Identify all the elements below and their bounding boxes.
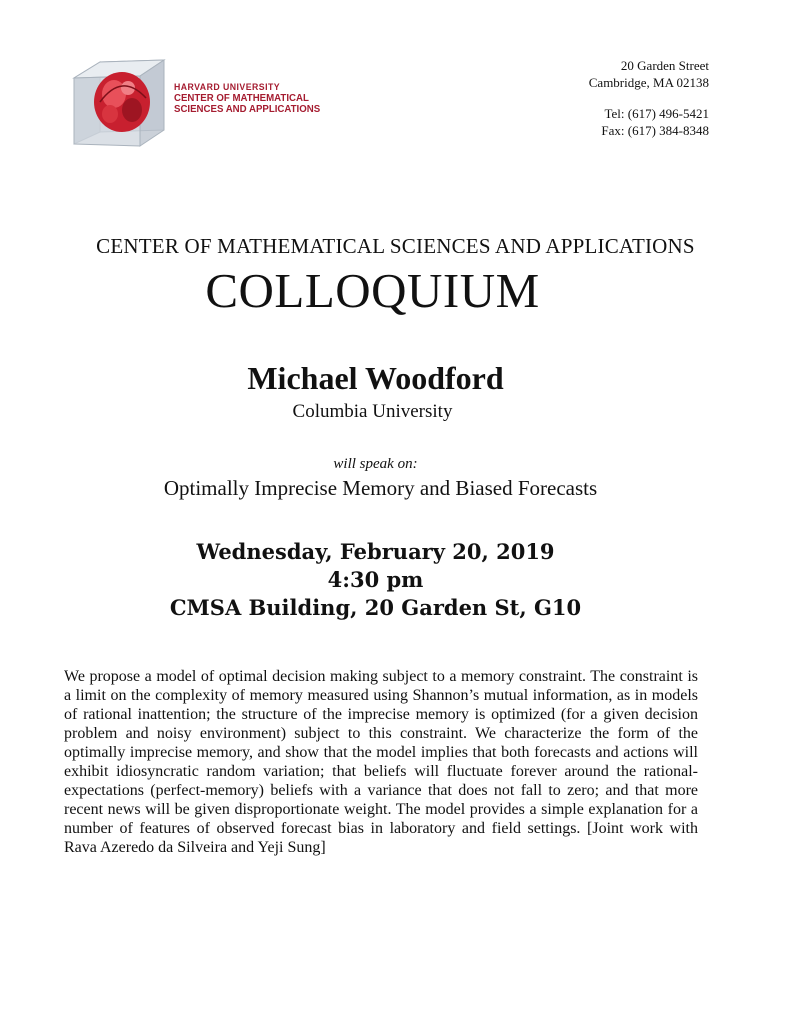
contact-address (589, 58, 709, 139)
talk-abstract: We propose a model of optimal decision making subject to a memory constraint. The constraint is a limit on the complexity of memory measured using Shannon’s mutual information, as in models of rational inattention; the structure of the imprecise memory is optimized (for a given decision problem and noisy environment) subject to this constraint. We characterize the form of the optimally imprecise memory, and show that the model implies that both forecasts and actions will exhibit idiosyncratic random variation; that beliefs will fluctuate forever around the rational-expectations (perfect-memory) beliefs with a variance that does not fall to zero; and that more recent news will be given disproportionate weight. The model provides a simple explanation for a number of features of observed forecast bias in laboratory and field settings. [Joint work with Rava Azeredo da Silveira and Yeji Sung] (64, 668, 698, 856)
talk-intro: will speak on: (333, 456, 418, 472)
logo-line-1: HARVARD UNIVERSITY (174, 82, 281, 93)
cmsa-logo (70, 52, 321, 150)
event-type-title: COLLOQUIUM (205, 263, 540, 318)
event-date: Wednesday, February 20, 2019 (196, 539, 555, 564)
event-location: CMSA Building, 20 Garden St, G10 (169, 595, 582, 620)
event-details (0, 538, 751, 622)
center-name: CENTER OF MATHEMATICAL SCIENCES AND APPLICATIONS (96, 234, 695, 258)
talk-title: Optimally Imprecise Memory and Biased Forecasts (163, 476, 598, 500)
logo-wordmark (174, 82, 320, 115)
address-street: 20 Garden Street (620, 58, 709, 73)
speaker-affiliation: Columbia University (292, 401, 453, 422)
logo-line-3: SCIENCES AND APPLICATIONS (174, 103, 321, 115)
address-tel: Tel: (617) 496-5421 (604, 106, 709, 121)
logo-line-2: CENTER OF MATHEMATICAL (174, 92, 309, 104)
address-fax: Fax: (617) 384-8348 (601, 122, 709, 138)
sphere-in-cube-logo-icon (70, 52, 168, 150)
event-time: 4:30 pm (327, 567, 424, 592)
speaker-name: Michael Woodford (247, 360, 504, 396)
address-city: Cambridge, MA 02138 (588, 74, 709, 90)
